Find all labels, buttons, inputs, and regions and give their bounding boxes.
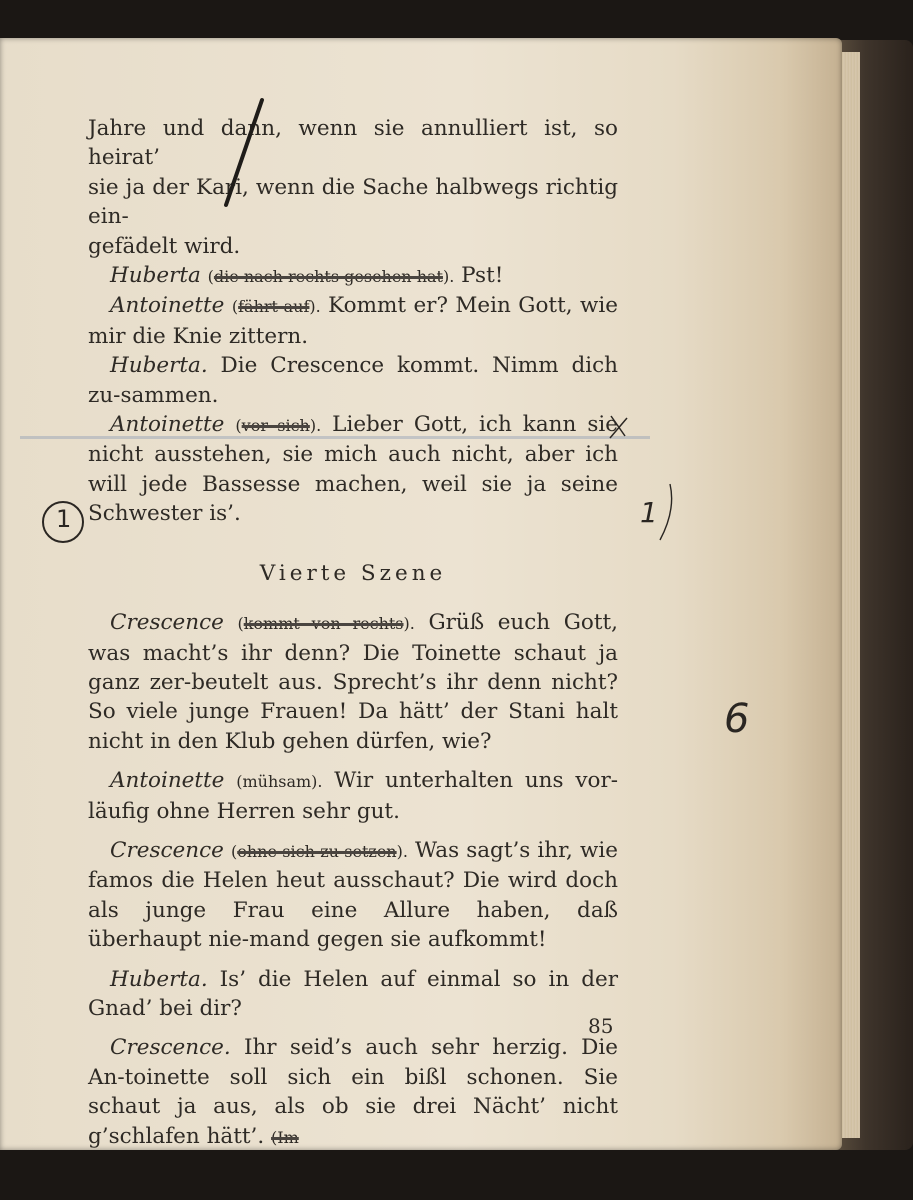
paren-mark bbox=[660, 484, 672, 540]
speaker-name: Crescence bbox=[110, 837, 224, 863]
margin-number-far: 6 bbox=[724, 696, 750, 742]
stage-direction: vor sich bbox=[241, 416, 310, 436]
dialogue-huberta-1: Huberta (die nach rechts gesehen hat). Pst! bbox=[110, 263, 504, 289]
dialogue-crescence-2: Crescence (ohne sich zu setzen). Was sagt’s ihr, wie famos die Helen heut ausschaut? Die wird doch als junge Frau eine Allure haben, daß überhaupt nie-mand gegen sie aufkommt! bbox=[88, 837, 618, 953]
stage-direction: fährt auf bbox=[238, 297, 310, 317]
stage-direction: mühsam bbox=[242, 772, 312, 792]
stage-direction: ohne sich zu setzen bbox=[237, 841, 397, 861]
dialogue-crescence-1: Crescence (kommt von rechts). Grüß euch Gott, was macht’s ihr denn? Die Toinette schaut ja ganz zer-beutelt aus. Sprecht’s ihr denn nicht? So viele junge Frauen! Da hätt’ der Stani halt nicht in den Klub gehen dürfen, wie? bbox=[88, 610, 618, 754]
speaker-name: Crescence bbox=[110, 610, 224, 636]
speaker-name: Huberta. bbox=[110, 353, 208, 379]
speaker-name: Antoinette bbox=[110, 293, 225, 319]
speaker-name: Antoinette bbox=[110, 412, 225, 438]
dialogue-antoinette-3: Antoinette (mühsam). Wir unterhalten uns vor-läufig ohne Herren sehr gut. bbox=[88, 768, 618, 824]
page-number: 85 bbox=[588, 1014, 614, 1038]
speaker-name: Huberta bbox=[110, 263, 201, 289]
stage-direction: die nach rechts gesehen hat bbox=[213, 267, 443, 287]
dialogue-huberta-2: Huberta. Die Crescence kommt. Nimm dich zu-sammen. bbox=[88, 353, 618, 408]
slash-mark bbox=[226, 100, 262, 205]
dialogue-crescence-3: Crescence. Ihr seid’s auch sehr herzig. Die An-toinette soll sich ein bißl schonen. Sie schaut ja aus, als ob sie drei Nächt’ nicht g’schlafen hätt’. (Im bbox=[88, 1035, 618, 1149]
scene-heading: Vierte Szene bbox=[259, 560, 447, 586]
dialogue-huberta-3: Huberta. Is’ die Helen auf einmal so in der Gnad’ bei dir? bbox=[88, 966, 618, 1021]
speaker-name: Crescence. bbox=[110, 1035, 231, 1061]
cross-mark-label bbox=[612, 412, 627, 437]
speaker-name: Huberta. bbox=[110, 966, 208, 992]
struck-trailing-direction: (Im bbox=[271, 1127, 299, 1147]
circle-number: 1 bbox=[56, 505, 72, 533]
dialogue-antoinette-2: Antoinette (vor sich). Lieber Gott, ich kann sie nicht ausstehen, sie mich auch nicht, aber ich will jede Bassesse machen, weil sie ja seine Schwester is’. bbox=[88, 412, 618, 527]
dialogue-antoinette-1: Antoinette (fährt auf). Kommt er? Mein Gott, wie mir die Knie zittern. bbox=[88, 293, 618, 349]
paragraph-continuation: Jahre und dann, wenn sie annulliert ist, so heirat’ sie ja der Kari, wenn die Sache halbwegs richtig ein- gefädelt wird. bbox=[88, 116, 618, 259]
stage-direction: kommt von rechts bbox=[243, 614, 404, 634]
speaker-name: Antoinette bbox=[110, 768, 225, 794]
margin-number: 1 bbox=[640, 496, 658, 529]
